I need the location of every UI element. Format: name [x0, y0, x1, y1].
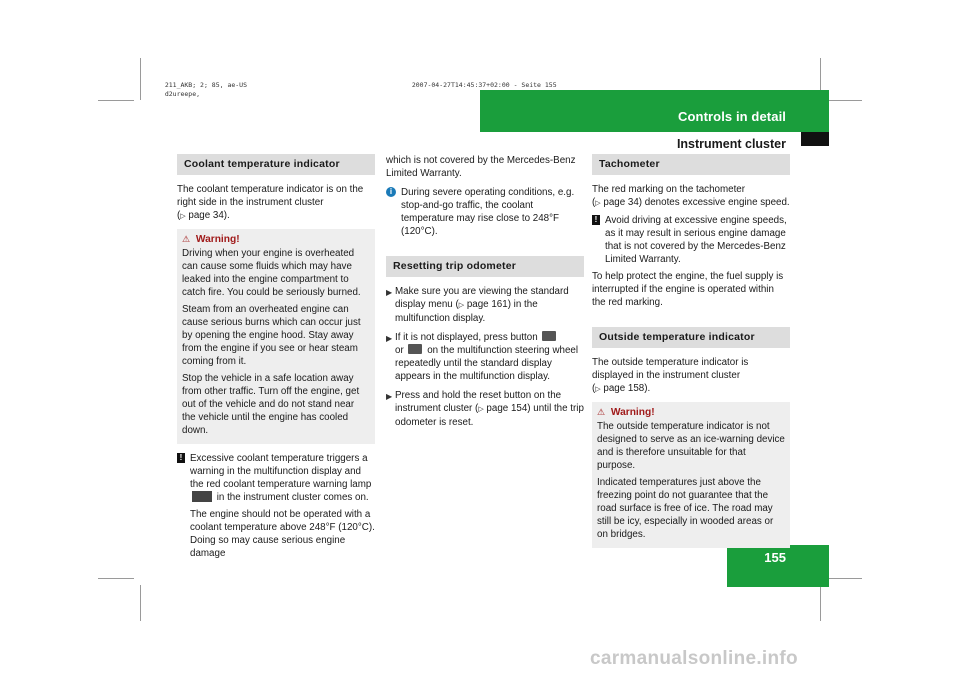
tachometer-text — [592, 183, 790, 210]
print-meta-line1: 211_AKB; 2; 85, ae-US — [164, 81, 248, 89]
watermark: carmanualsonline.info — [590, 648, 798, 669]
page-ref-icon: ▷ — [595, 200, 601, 207]
step-1-b: page 161) in the multifunction display. — [395, 299, 538, 324]
coolant-lamp-icon — [192, 491, 212, 502]
crop-mark — [98, 578, 134, 579]
out-d: page 158). — [600, 383, 651, 394]
step-2-c: on the multifunction steering wheel repeatedly until the standard display appears in the multifunction display. — [395, 345, 579, 382]
caution-text-b: in the instrument cluster comes on. — [214, 492, 369, 503]
tach-c: page 34) denotes excessive engine speed. — [600, 197, 790, 208]
coolant-intro-1: The coolant temperature indicator is on the — [177, 184, 364, 195]
tach-a: The red marking on the tachometer — [592, 184, 746, 195]
menu-down-button-icon — [408, 344, 422, 354]
info-icon: i — [386, 187, 396, 197]
warning-title — [182, 233, 370, 246]
warning-paragraph: Driving when your engine is overheated can cause some fluids which may have leaked into the engine compartment to catch fire. You could be seriously burned. — [182, 248, 361, 298]
print-meta-line2: d2ureepe, — [164, 90, 201, 98]
step-2-a: If it is not displayed, press button — [395, 332, 538, 343]
step-1 — [386, 285, 584, 325]
page-ref-icon: ▷ — [478, 406, 484, 413]
crop-mark — [140, 585, 141, 621]
warning-paragraph: The outside temperature indicator is not designed to serve as an ice-warning device and is therefore unsuitable for that purpose. — [597, 421, 785, 471]
column-1 — [177, 154, 375, 564]
coolant-intro-3b: page 34). — [185, 210, 230, 221]
step-3-a: Press and hold the reset button on the instrument cluster ( — [395, 390, 562, 414]
warning-paragraph: Indicated temperatures just above the freezing point do not guarantee that the road surface is free of ice. The road may still be icy, especially in wooded areas or on bridges. — [597, 477, 774, 540]
step-arrow-icon: ▶ — [386, 392, 393, 401]
caution-note — [177, 452, 375, 560]
caution-exclamation-icon: ! — [592, 215, 600, 225]
out-b: displayed in the instrument cluster — [592, 370, 741, 381]
crop-mark — [820, 585, 821, 621]
step-arrow-icon: ▶ — [386, 288, 393, 297]
step-arrow-icon: ▶ — [386, 334, 393, 343]
step-1-a: Make sure you are viewing the standard display menu ( — [395, 286, 569, 310]
caution-text — [190, 452, 375, 560]
warning-box-coolant — [177, 229, 375, 444]
section-tab — [801, 132, 829, 146]
warning-paragraph: Steam from an overheated engine can cause serious burns which can occur just by opening the engine hood. Stay away from the engine if you see or hear steam coming from it. — [182, 304, 361, 367]
out-c: ( — [592, 383, 596, 394]
warranty-continuation: which is not covered by the Mercedes-Benz Limited Warranty. — [386, 155, 576, 179]
print-timestamp-text: 2007-04-27T14:45:37+02:00 - Seite 155 — [411, 81, 557, 89]
caution-text-c: The engine should not be operated with a coolant temperature above 248°F (120°C). Doing so may cause serious engine damage — [190, 509, 375, 559]
coolant-intro-2: right side in the instrument cluster — [177, 197, 324, 208]
page-ref-icon: ▷ — [458, 302, 465, 309]
fuel-supply-text: To help protect the engine, the fuel supply is interrupted if the engine is operated within the red marking. — [592, 271, 784, 308]
warning-title — [597, 406, 785, 419]
menu-up-button-icon — [542, 331, 556, 341]
heading-tachometer: Tachometer — [592, 154, 790, 175]
chapter-title: Controls in detail — [678, 109, 786, 124]
crop-mark — [826, 578, 862, 579]
step-3 — [386, 389, 584, 429]
caution-exclamation-icon: ! — [177, 453, 185, 463]
step-2-b: or — [395, 345, 404, 356]
warning-box-outside-temp — [592, 402, 790, 548]
page-ref-icon: ▷ — [180, 213, 186, 220]
warning-paragraph: Stop the vehicle in a safe location away from other traffic. Turn off the engine, get out of the vehicle and do not stand near the vehicle until the engine has cooled down. — [182, 373, 360, 436]
coolant-intro-3: ( — [177, 210, 181, 221]
heading-outside-temp: Outside temperature indicator — [592, 327, 790, 348]
caution-note-tach — [592, 214, 790, 266]
tach-b: ( — [592, 197, 596, 208]
page-ref-icon: ▷ — [595, 386, 601, 393]
crop-mark — [140, 58, 141, 100]
step-3-b: page 154) until the trip odometer is reset. — [395, 403, 584, 428]
print-meta-2 — [157, 81, 200, 99]
info-text: During severe operating conditions, e.g. stop-and-go traffic, the coolant temperature may rise close to 248°F (120°C). — [401, 187, 575, 237]
warning-title-text: Warning! — [195, 234, 240, 245]
section-title: Instrument cluster — [676, 137, 786, 151]
column-2 — [386, 154, 584, 435]
warning-title-text: Warning! — [610, 407, 655, 418]
heading-coolant: Coolant temperature indicator — [177, 154, 375, 175]
print-timestamp — [404, 72, 557, 90]
column-3 — [592, 154, 790, 556]
step-2 — [386, 331, 584, 383]
caution-text-tach: Avoid driving at excessive engine speeds, as it may result in serious engine damage that is not covered by the Mercedes-Benz Limited Warranty. — [605, 215, 787, 265]
warning-triangle-icon: ⚠ — [597, 407, 606, 417]
outside-temp-text — [592, 356, 790, 396]
info-note — [386, 186, 584, 238]
caution-text-a: Excessive coolant temperature triggers a warning in the multifunction display and the red coolant temperature warning lamp — [190, 453, 372, 490]
crop-mark — [98, 100, 134, 101]
out-a: The outside temperature indicator is — [592, 357, 749, 368]
coolant-intro — [177, 183, 375, 223]
page-number: 155 — [764, 550, 786, 565]
heading-trip-odometer: Resetting trip odometer — [386, 256, 584, 277]
warning-triangle-icon: ⚠ — [182, 234, 191, 244]
crop-mark — [826, 100, 862, 101]
